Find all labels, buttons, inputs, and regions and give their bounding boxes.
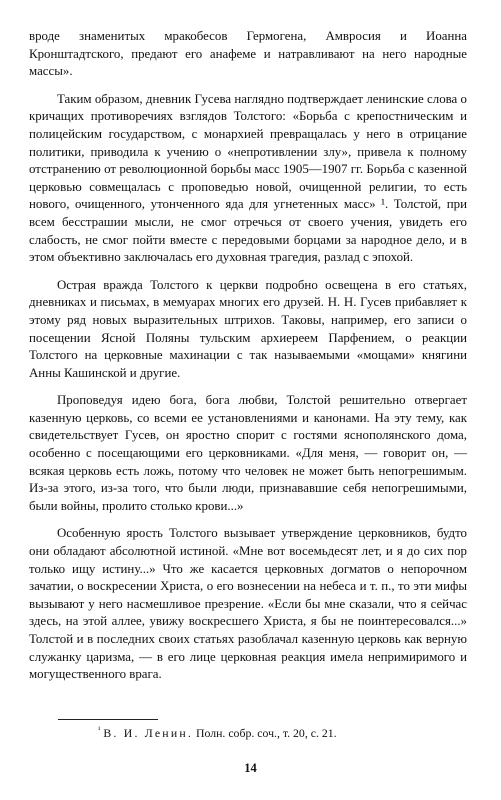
- footnote-marker: ¹: [98, 725, 101, 735]
- page-number: 14: [244, 761, 257, 775]
- footnote: [98, 726, 337, 741]
- paragraph-2: Таким образом, дневник Гусева наглядно подтверждает ленинские слова о кричащих противоречиях взглядов Толстого: «Борьба с крепостническим и полицейским государством, с монархией превращалась у него в отрицание политики, приводила к учению о «непротивлении злу», привела к полному отстранению от революционной борьбы масс 1905—1907 гг. Борьба с казенной церковью совмещалась с проповедью новой, очищенной религии, то есть нового, очищенного, утонченного яда для угнетенных масс» ¹. Толстой, при всем бесстрашии мысли, не смог отречься от своего учения, увидеть его слабость, не смог пойти вместе с передовыми борцами за народное дело, и в этом объективно заключалась его духовная трагедия, разлад с эпохой.: [29, 91, 467, 265]
- paragraph-1: вроде знаменитых мракобесов Гермогена, Амвросия и Иоанна Кронштадтского, предают его анафеме и натравливают на него народные массы».: [29, 29, 467, 79]
- footnote-text: Полн. собр. соч., т. 20, с. 21.: [195, 726, 337, 740]
- footnote-author: В. И. Ленин.: [103, 726, 193, 740]
- document-page: [29, 28, 467, 684]
- footnote-divider: [58, 719, 158, 720]
- paragraph-5: Особенную ярость Толстого вызывает утверждение церковников, будто они обладают абсолютной истиной. «Мне вот восемьдесят лет, и я до сих пор только ищу истину...» Что же касается церковных догматов о непорочном зачатии, о воскресении Христа, о его вознесении на небеса и т. п., то эти мифы вызывают у него насмешливое презрение. «Если бы мне сказали, что я сейчас здесь, на этой аллее, увижу воскресшего Христа, я бы не поинтересовался...» Толстой и в последних своих статьях разоблачал казенную церковь как верную служанку царизма, — в его лице церковная реакция имела непримиримого и могущественного врага.: [29, 526, 467, 682]
- paragraph-4: Проповедуя идею бога, бога любви, Толстой решительно отвергает казенную церковь, со всеми ее установлениями и канонами. На эту тему, как свидетельствует Гусев, он яростно спорит с гостями яснополянского дома, особенно с посещающими его церковниками. «Для меня, — говорит он, — всякая церковь есть ложь, потому что человек не может быть непогрешимым. Из-за этого, из-за того, что были люди, признававшие себя непогрешимыми, были войны, пролито столько крови...»: [29, 393, 467, 513]
- paragraph-3: Острая вражда Толстого к церкви подробно освещена в его статьях, дневниках и письмах, в мемуарах многих его друзей. Н. Н. Гусев прибавляет к этому ряд новых выразительных штрихов. Таковы, например, его записи о посещении Ясной Поляны тульским архиереем Парфением, о реакции Толстого на церковные махинации с так называемыми «мощами» княгини Анны Кашинской и другие.: [29, 277, 467, 380]
